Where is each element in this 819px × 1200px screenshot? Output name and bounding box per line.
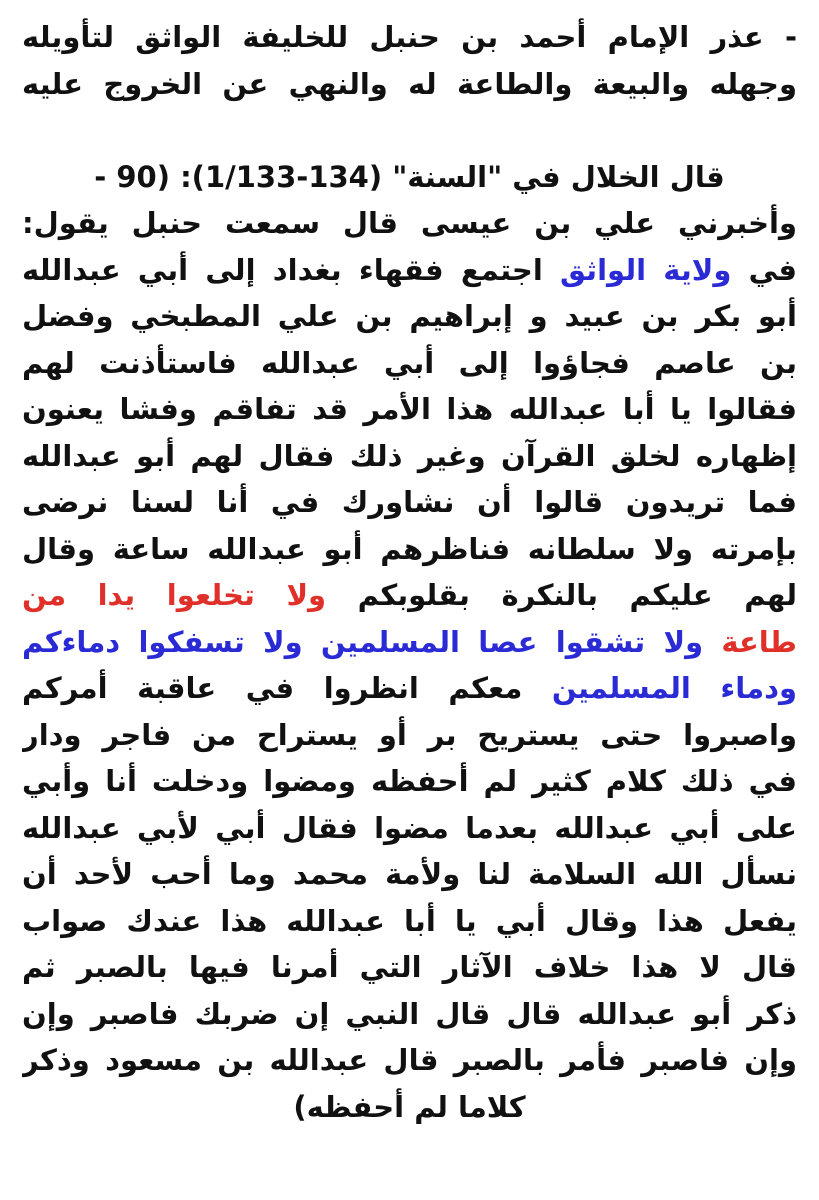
- body-line-5: فقالوا يا أبا عبدالله هذا الأمر قد تفاقم وفشا يعنون: [22, 392, 797, 426]
- body-line-20: كلاما لم أحفظه): [293, 1089, 526, 1124]
- title-line-2: وجهله والبيعة والطاعة له والنهي عن الخروج عليه: [22, 66, 797, 101]
- body-text: لهم عليكم بالنكرة بقلوبكم: [326, 578, 797, 612]
- body-line-15: نسأل الله السلامة لنا ولأمة محمد وما أحب لأحد أن: [22, 857, 797, 891]
- blank-gap: [22, 107, 797, 154]
- body-line-18: ذكر أبو عبدالله قال قال النبي إن ضربك فاصبر وإن: [22, 996, 797, 1031]
- title-line-1: - عذر الإمام أحمد بن حنبل للخليفة الواثق لتأويله: [22, 20, 797, 54]
- source-line: قال الخلال في "السنة" (134-1/133): (90 -: [94, 159, 725, 194]
- body-line-14: على أبي عبدالله بعدما مضوا فقال أبي لأبي عبدالله: [22, 810, 797, 845]
- body-line-3: أبو بكر بن عبيد و إبراهيم بن علي المطبخي وفضل: [22, 299, 797, 333]
- highlight-blue: ولاية الواثق: [560, 252, 732, 287]
- body-line-16: يفعل هذا وقال أبي يا أبا عبدالله هذا عندك صواب: [22, 903, 797, 938]
- highlight-blue: ولا تشقوا عصا المسلمين ولا تسفكوا دماءكم: [22, 624, 722, 659]
- body-line-2: [22, 247, 797, 294]
- body-line-7: فما تريدون قالوا أن نشاورك في أنا لسنا نرضى: [22, 485, 797, 519]
- body-line-19: وإن فاصبر فأمر بالصبر قال عبدالله بن مسعود وذكر: [22, 1043, 797, 1077]
- highlight-red: ولا تخلعوا يدا من: [22, 578, 327, 612]
- body-text: اجتمع فقهاء بغداد إلى أبي عبدالله: [22, 252, 561, 287]
- body-line-4: بن عاصم فجاؤوا إلى أبي عبدالله فاستأذنت لهم: [22, 345, 797, 380]
- body-line-10: [22, 619, 797, 666]
- body-text: في: [731, 252, 797, 287]
- body-line-17: قال لا هذا خلاف الآثار التي أمرنا فيها بالصبر ثم: [22, 950, 797, 984]
- body-line-9: [22, 572, 797, 619]
- highlight-blue: ودماء المسلمين: [551, 671, 797, 705]
- body-line-11: [22, 665, 797, 712]
- body-line-12: واصبروا حتى يستريح بر أو يستراح من فاجر ودار: [22, 717, 797, 752]
- body-line-1: وأخبرني علي بن عيسى قال سمعت حنبل يقول:: [22, 206, 797, 240]
- highlight-red: طاعة: [721, 624, 797, 659]
- body-line-8: بإمرته ولا سلطانه فناظرهم أبو عبدالله ساعة وقال: [22, 531, 797, 566]
- body-text: معكم انظروا في عاقبة أمركم: [22, 671, 552, 705]
- body-line-13: في ذلك كلام كثير لم أحفظه ومضوا ودخلت أنا وأبي: [22, 764, 797, 798]
- body-line-6: إظهاره لخلق القرآن وغير ذلك فقال لهم أبو عبدالله: [22, 438, 797, 473]
